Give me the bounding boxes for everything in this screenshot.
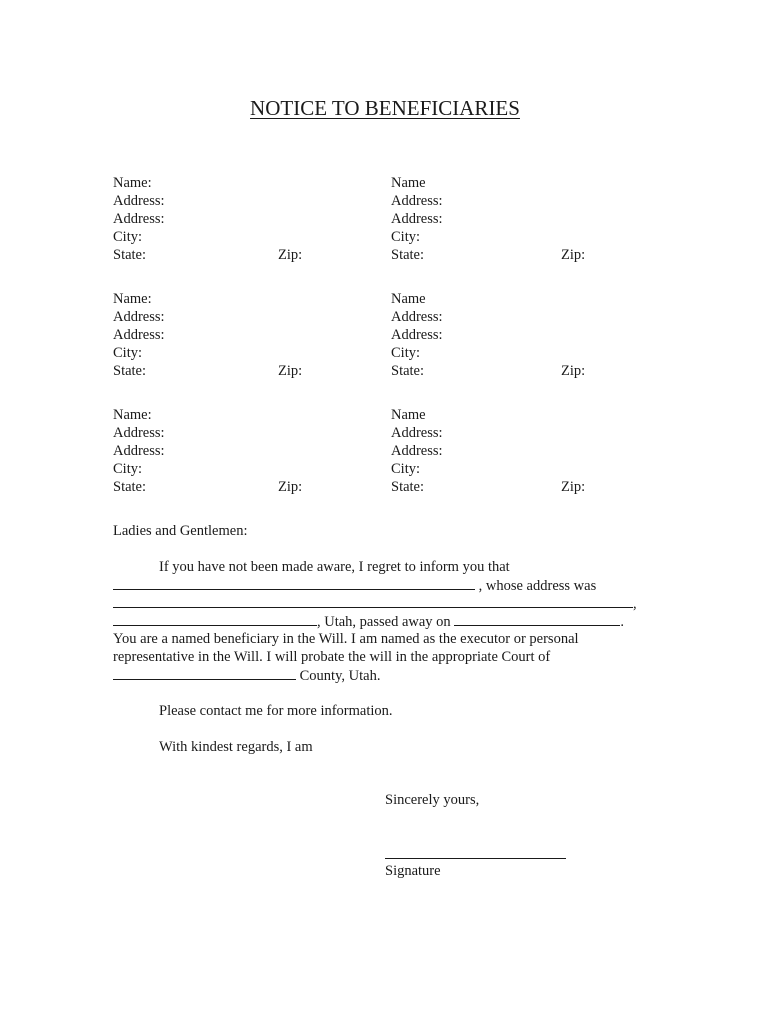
closing: Sincerely yours, xyxy=(385,792,480,808)
zip-label: Zip: xyxy=(278,363,303,379)
decedent-address-blank[interactable] xyxy=(113,594,633,608)
letter-line-7-text: County, Utah. xyxy=(296,668,381,684)
address-label: Address: xyxy=(113,443,165,459)
zip-label: Zip: xyxy=(278,479,303,495)
name-label: Name xyxy=(391,407,426,423)
name-label: Name xyxy=(391,175,426,191)
address-label: Address: xyxy=(113,193,165,209)
letter-line-1: If you have not been made aware, I regret to inform you that xyxy=(159,559,510,575)
zip-label: Zip: xyxy=(561,363,586,379)
address-label: Address: xyxy=(113,211,165,227)
letter-line-2 xyxy=(113,576,596,595)
state-label: State: xyxy=(113,363,147,379)
address-label: Address: xyxy=(113,327,165,343)
contact-line: Please contact me for more information. xyxy=(159,703,393,719)
address-label: Address: xyxy=(391,309,443,325)
regards-line: With kindest regards, I am xyxy=(159,739,313,755)
name-label: Name: xyxy=(113,407,152,423)
city-label: City: xyxy=(113,345,143,361)
letter-line-4 xyxy=(113,612,624,631)
decedent-name-blank[interactable] xyxy=(113,576,475,590)
salutation: Ladies and Gentlemen: xyxy=(113,523,248,539)
letter-line-5: You are a named beneficiary in the Will. I am named as the executor or personal xyxy=(113,631,579,647)
city-label: City: xyxy=(391,345,421,361)
city-label: City: xyxy=(113,229,143,245)
zip-label: Zip: xyxy=(278,247,303,263)
letter-line-4-text: , Utah, passed away on xyxy=(317,614,455,630)
address-label: Address: xyxy=(391,193,443,209)
letter-line-7 xyxy=(113,666,380,685)
letter-line-6: representative in the Will. I will probate the will in the appropriate Court of xyxy=(113,649,551,665)
address-label: Address: xyxy=(391,211,443,227)
letter-line-3-text: , xyxy=(633,596,637,612)
city-label: City: xyxy=(391,229,421,245)
letter-line-4-end: . xyxy=(620,614,624,630)
state-label: State: xyxy=(113,479,147,495)
address-label: Address: xyxy=(391,327,443,343)
signature-label: Signature xyxy=(385,863,441,879)
county-blank[interactable] xyxy=(113,666,296,680)
page-title: NOTICE TO BENEFICIARIES xyxy=(250,96,520,120)
state-label: State: xyxy=(391,247,425,263)
letter-line-3 xyxy=(113,594,637,613)
state-label: State: xyxy=(113,247,147,263)
name-label: Name: xyxy=(113,175,152,191)
address-label: Address: xyxy=(113,309,165,325)
signature-line[interactable] xyxy=(385,858,566,859)
address-label: Address: xyxy=(391,443,443,459)
name-label: Name xyxy=(391,291,426,307)
decedent-city-blank[interactable] xyxy=(113,612,317,626)
name-label: Name: xyxy=(113,291,152,307)
state-label: State: xyxy=(391,479,425,495)
address-label: Address: xyxy=(113,425,165,441)
zip-label: Zip: xyxy=(561,479,586,495)
address-label: Address: xyxy=(391,425,443,441)
date-of-death-blank[interactable] xyxy=(454,612,620,626)
zip-label: Zip: xyxy=(561,247,586,263)
letter-line-2-text: , whose address was xyxy=(475,578,597,594)
city-label: City: xyxy=(391,461,421,477)
city-label: City: xyxy=(113,461,143,477)
state-label: State: xyxy=(391,363,425,379)
